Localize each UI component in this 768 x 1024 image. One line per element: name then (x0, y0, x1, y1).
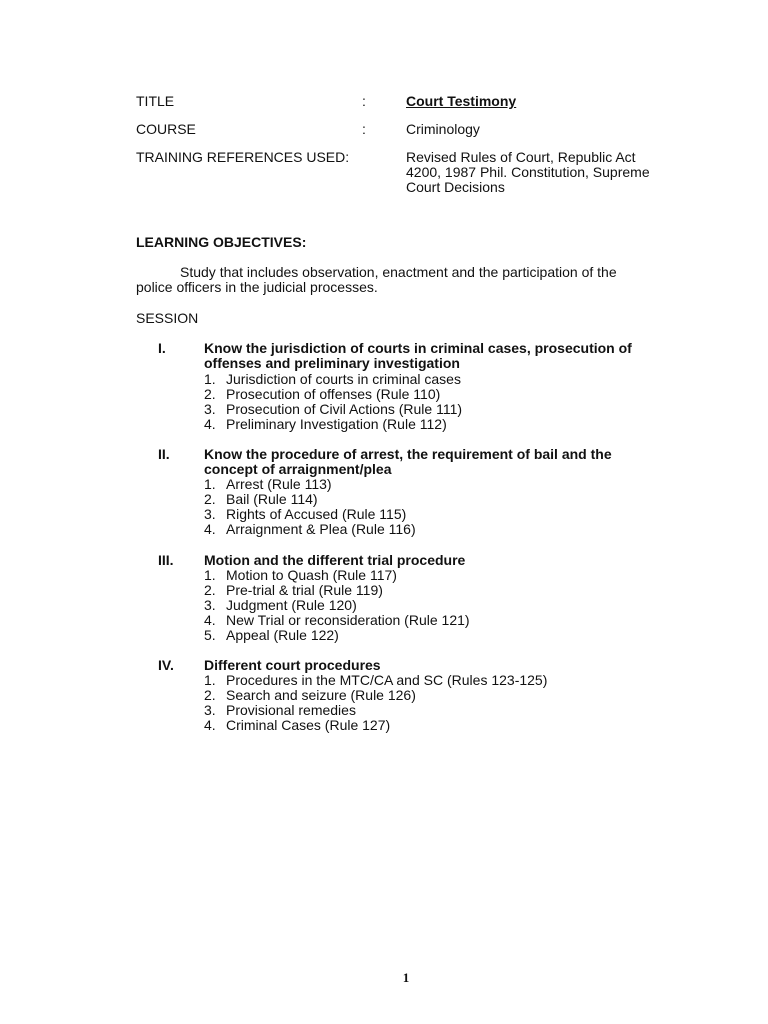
list-item: Procedures in the MTC/CA and SC (Rules 123-125) (226, 672, 548, 688)
list-item: Prosecution of Civil Actions (Rule 111) (226, 401, 463, 417)
list-item: Criminal Cases (Rule 127) (226, 717, 391, 733)
list-item-number: 3. (204, 506, 216, 522)
list-item: Pre-trial & trial (Rule 119) (226, 582, 383, 598)
references-line: 4200, 1987 Phil. Constitution, Supreme (406, 164, 650, 180)
section-heading: Different court procedures (204, 657, 381, 673)
list-item-number: 5. (204, 627, 216, 643)
list-item-number: 3. (204, 597, 216, 613)
list-item: Rights of Accused (Rule 115) (226, 506, 407, 522)
course-label: COURSE (136, 121, 196, 137)
list-item: Provisional remedies (226, 702, 356, 718)
section-numeral: III. (158, 552, 174, 568)
course-colon: : (362, 121, 366, 137)
section-numeral: I. (158, 340, 166, 356)
session-label: SESSION (136, 310, 199, 326)
list-item-number: 3. (204, 401, 216, 417)
list-item-number: 1. (204, 476, 216, 492)
list-item-number: 4. (204, 416, 216, 432)
list-item: New Trial or reconsideration (Rule 121) (226, 612, 470, 628)
list-item: Arraignment & Plea (Rule 116) (226, 521, 416, 537)
references-label: TRAINING REFERENCES USED: (136, 149, 350, 165)
references-line: Revised Rules of Court, Republic Act (406, 149, 636, 165)
section-heading: Know the procedure of arrest, the requirement of bail and the (204, 446, 612, 462)
list-item-number: 2. (204, 582, 216, 598)
list-item-number: 2. (204, 491, 216, 507)
section-numeral: II. (158, 446, 170, 462)
section-heading: offenses and preliminary investigation (204, 355, 460, 371)
list-item-number: 1. (204, 371, 216, 387)
list-item: Motion to Quash (Rule 117) (226, 567, 397, 583)
objectives-text: Study that includes observation, enactment and the participation of the (180, 264, 617, 280)
list-item-number: 4. (204, 612, 216, 628)
list-item-number: 4. (204, 521, 216, 537)
list-item: Bail (Rule 114) (226, 491, 318, 507)
list-item-number: 2. (204, 687, 216, 703)
page-number: 1 (402, 970, 410, 985)
title-colon: : (362, 93, 366, 109)
list-item: Jurisdiction of courts in criminal cases (226, 371, 461, 387)
section-heading: Motion and the different trial procedure (204, 552, 466, 568)
list-item: Preliminary Investigation (Rule 112) (226, 416, 447, 432)
section-numeral: IV. (158, 657, 174, 673)
objectives-heading: LEARNING OBJECTIVES: (136, 234, 307, 250)
section-heading: Know the jurisdiction of courts in criminal cases, prosecution of (204, 340, 632, 356)
objectives-text: police officers in the judicial processes. (136, 279, 378, 295)
list-item-number: 2. (204, 386, 216, 402)
title-value: Court Testimony (406, 93, 517, 109)
list-item: Judgment (Rule 120) (226, 597, 357, 613)
section-heading: concept of arraignment/plea (204, 461, 392, 477)
course-value: Criminology (406, 121, 480, 137)
list-item-number: 3. (204, 702, 216, 718)
list-item-number: 1. (204, 672, 216, 688)
list-item: Search and seizure (Rule 126) (226, 687, 416, 703)
list-item-number: 1. (204, 567, 216, 583)
list-item-number: 4. (204, 717, 216, 733)
title-label: TITLE (136, 93, 175, 109)
list-item: Prosecution of offenses (Rule 110) (226, 386, 441, 402)
list-item: Arrest (Rule 113) (226, 476, 332, 492)
list-item: Appeal (Rule 122) (226, 627, 339, 643)
references-line: Court Decisions (406, 179, 505, 195)
